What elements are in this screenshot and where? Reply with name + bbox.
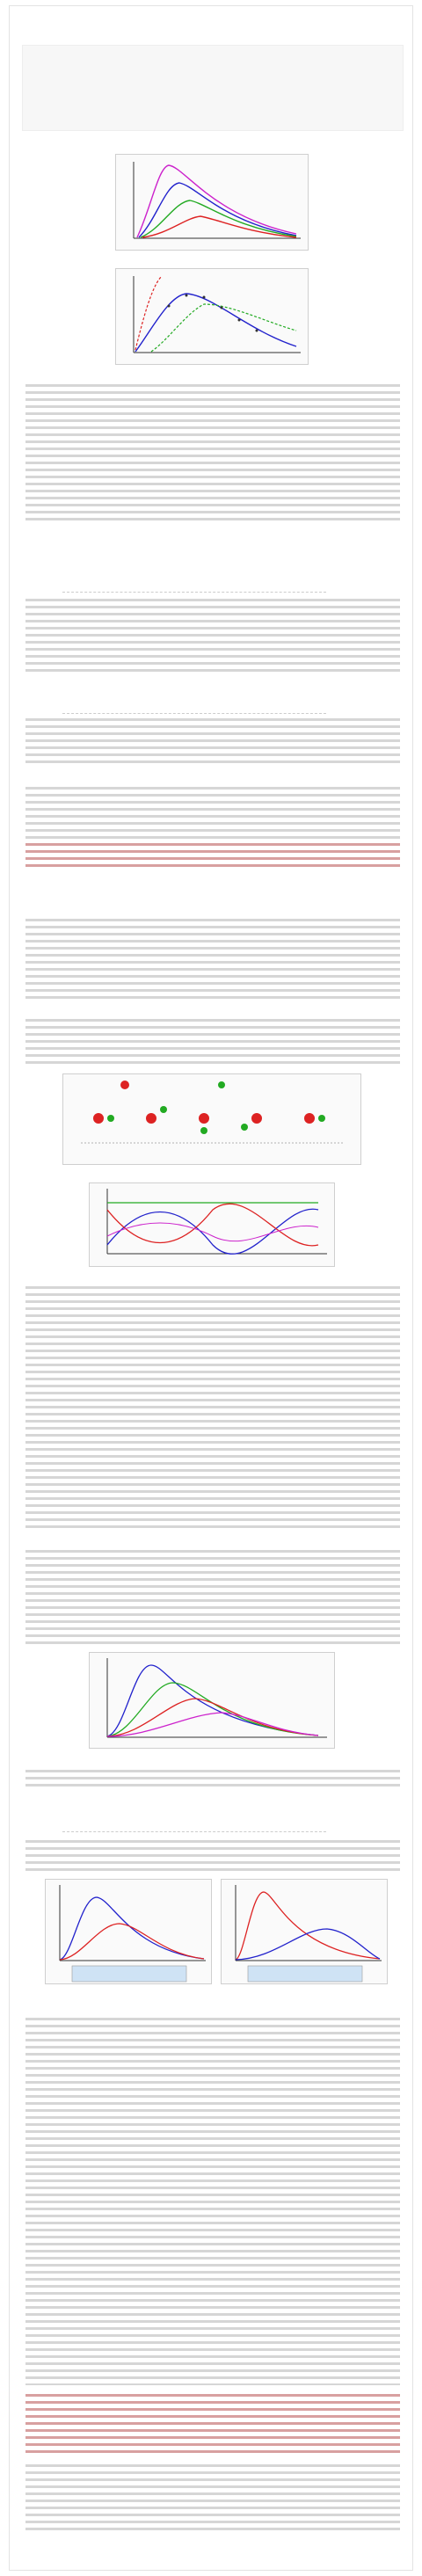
section-3-body-b <box>25 1017 400 1066</box>
section-3-body-d <box>25 1548 400 1647</box>
section-2-body-b <box>25 717 400 766</box>
figure-3-atom-electron-motion <box>62 1073 361 1165</box>
figure-1-radiation-curves <box>115 154 309 251</box>
abstract-block <box>22 45 404 131</box>
section-1-body <box>25 382 400 523</box>
figure-4-energy-over-period <box>89 1182 335 1267</box>
figure-5-maxwell-speed-distribution <box>89 1652 335 1749</box>
section-2-body-c <box>25 785 400 841</box>
section-3-body-e <box>25 1768 400 1789</box>
section-3-body-a <box>25 917 400 1001</box>
document-page <box>9 5 413 2571</box>
section-3-body-c <box>25 1284 400 1531</box>
formula-1 <box>62 571 326 593</box>
formula-3 <box>62 1810 326 1832</box>
formula-2 <box>62 692 326 714</box>
section-3-body-f <box>25 1838 400 1874</box>
watermark-1: ​ <box>53 220 72 245</box>
figure-6b-gas-comparison-distribution <box>221 1879 388 1984</box>
section-2-body-a <box>25 597 400 674</box>
section-3-body-h <box>25 2463 400 2533</box>
section-3-body-g <box>25 2016 400 2385</box>
section-2-highlight <box>25 841 400 870</box>
figure-2-theory-vs-experiment <box>115 268 309 365</box>
figure-6a-n2-temperature-distribution <box>45 1879 212 1984</box>
section-3-conclusion-highlight <box>25 2392 400 2456</box>
